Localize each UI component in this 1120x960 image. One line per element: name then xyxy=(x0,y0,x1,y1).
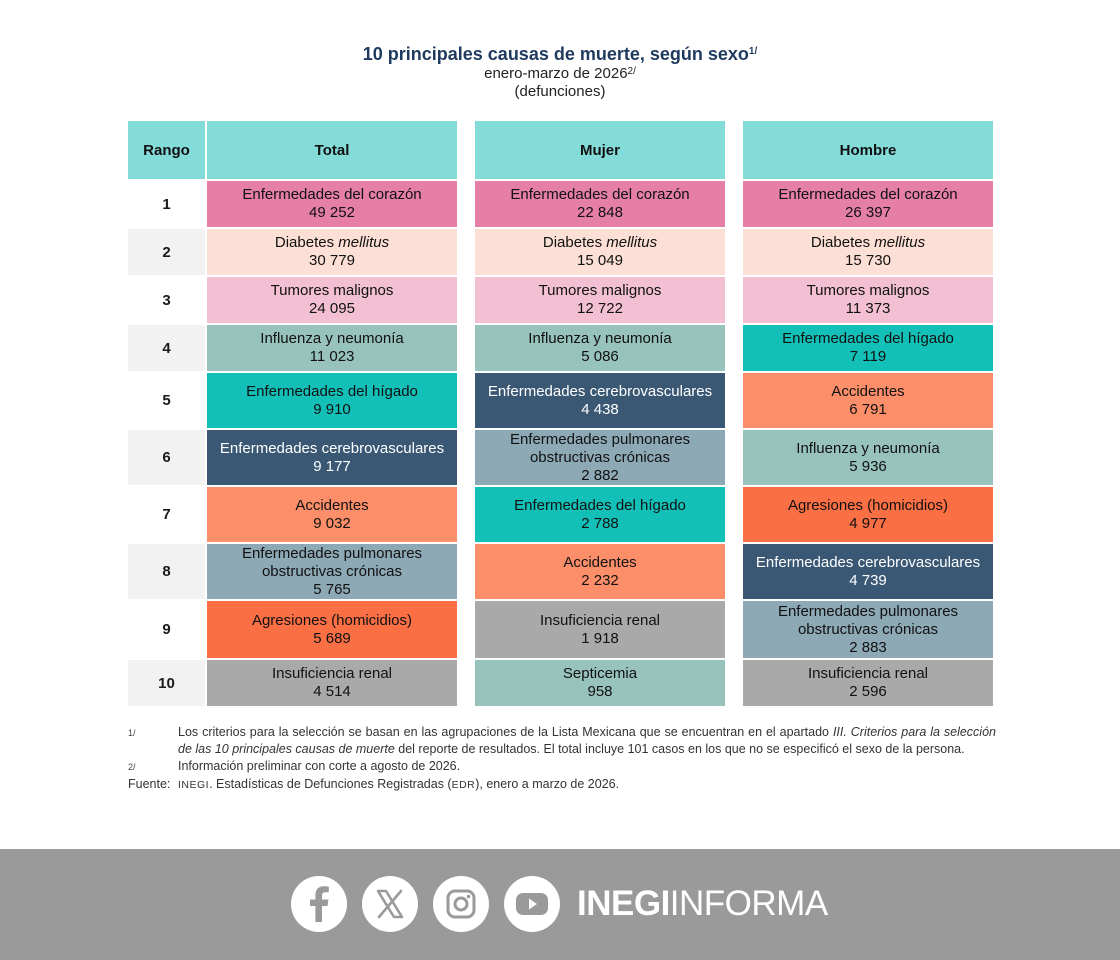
death-count: 11 373 xyxy=(845,300,891,317)
title-footnote-ref: 1/ xyxy=(748,46,758,57)
rank-cell: 1 xyxy=(128,179,205,227)
cause-name: Influenza y neumonía xyxy=(796,439,940,457)
death-count: 5 086 xyxy=(581,348,619,365)
mujer-cause-cell xyxy=(475,428,725,485)
hombre-cause-cell xyxy=(743,323,993,371)
instagram-icon[interactable] xyxy=(433,876,489,932)
death-count: 49 252 xyxy=(309,204,355,221)
x-icon[interactable] xyxy=(362,876,418,932)
mujer-cause-cell xyxy=(475,179,725,227)
death-count: 11 023 xyxy=(309,348,355,365)
cause-name: Tumores malignos xyxy=(806,282,930,299)
cause-name: Insuficiencia renal xyxy=(807,665,929,682)
footnote-1-text: Los criterios para la selección se basan en las agrupaciones de la Lista Mexicana que se encuentran en el apartado III. Criterios para la selección de las 10 principales causas de muerte del reporte de resultados. El total incluye 101 casos en los que no se especificó el sexo de la persona. xyxy=(178,725,996,756)
cause-name: Tumores malignos xyxy=(270,282,394,299)
death-count: 2 882 xyxy=(581,466,619,484)
death-count: 15 049 xyxy=(577,252,623,269)
death-count: 9 910 xyxy=(313,400,351,418)
footnote-2-mark: 2/ xyxy=(128,762,136,772)
death-count: 2 596 xyxy=(849,683,887,700)
footnotes xyxy=(128,724,996,794)
units-label: (defunciones) xyxy=(514,83,606,100)
death-count: 7 119 xyxy=(849,348,887,365)
death-count: 22 848 xyxy=(577,204,623,221)
death-count: 4 977 xyxy=(849,514,887,532)
mujer-cause-cell xyxy=(475,227,725,275)
mujer-cause-cell xyxy=(475,485,725,542)
total-cause-cell xyxy=(207,658,457,706)
death-count: 2 788 xyxy=(581,514,619,532)
rank-cell: 9 xyxy=(128,599,205,658)
hombre-cause-cell xyxy=(743,179,993,227)
hombre-cause-cell xyxy=(743,275,993,323)
rank-header: Rango xyxy=(128,121,205,179)
total-cause-cell xyxy=(207,599,457,658)
footer-band xyxy=(0,849,1120,960)
rank-cell: 2 xyxy=(128,227,205,275)
cause-name: Diabetes mellitus xyxy=(274,234,390,251)
mujer-cause-cell xyxy=(475,275,725,323)
page-subtitle: enero-marzo de $2026^{2/}$ xyxy=(484,65,636,82)
hombre-cause-cell xyxy=(743,542,993,599)
death-count: 15 730 xyxy=(845,252,891,269)
rank-cell: 7 xyxy=(128,485,205,542)
source-line xyxy=(128,776,996,794)
hombre-cause-cell xyxy=(743,227,993,275)
mujer-header: Mujer xyxy=(475,121,725,179)
mujer-column xyxy=(475,121,725,706)
cause-name: Enfermedades cerebrovasculares xyxy=(219,439,445,457)
cause-name: Enfermedades pulmonares obstructivas crónicas xyxy=(777,602,959,638)
rank-cell: 5 xyxy=(128,371,205,428)
death-count: 9 177 xyxy=(313,457,351,475)
death-count: 2 883 xyxy=(849,638,887,656)
mujer-cause-cell xyxy=(475,371,725,428)
source-text: INEGI. Estadísticas de Defunciones Registradas (EDR), enero a marzo de 2026. xyxy=(178,777,620,791)
page-title: 10 principales causas de muerte, según sexo$^{1/}$ xyxy=(362,44,758,64)
mujer-cause-cell xyxy=(475,599,725,658)
cause-name: Enfermedades cerebrovasculares xyxy=(755,553,981,571)
death-count: 26 397 xyxy=(845,204,891,221)
hombre-cause-cell xyxy=(743,658,993,706)
total-cause-cell xyxy=(207,542,457,599)
hombre-cause-cell xyxy=(743,599,993,658)
cause-name: Insuficiencia renal xyxy=(271,665,393,682)
footnote-1-mark: 1/ xyxy=(128,728,136,738)
subtitle-footnote-ref: 2/ xyxy=(627,66,636,77)
death-count: 4 438 xyxy=(581,400,619,418)
cause-name: Diabetes mellitus xyxy=(810,234,926,251)
death-count: 12 722 xyxy=(577,300,623,317)
hombre-column xyxy=(743,121,993,706)
hombre-cause-cell xyxy=(743,428,993,485)
footnote-2-text: Información preliminar con corte a agosto de 2026. xyxy=(178,759,461,773)
cause-name: Septicemia xyxy=(562,665,638,682)
cause-name: Enfermedades del corazón xyxy=(778,186,958,203)
rank-cell: 3 xyxy=(128,275,205,323)
cause-name: Accidentes xyxy=(295,496,369,514)
cause-name: Tumores malignos xyxy=(538,282,662,299)
mujer-cause-cell xyxy=(475,542,725,599)
total-cause-cell xyxy=(207,485,457,542)
cause-name: Enfermedades del hígado xyxy=(246,382,418,400)
cause-name: Enfermedades del hígado xyxy=(514,496,686,514)
hombre-cause-cell xyxy=(743,485,993,542)
rank-cell: 10 xyxy=(128,658,205,706)
death-count: 5 936 xyxy=(849,457,887,475)
cause-name: Accidentes xyxy=(563,553,637,571)
title-block xyxy=(0,43,1120,101)
cause-name: Agresiones (homicidios) xyxy=(251,611,413,629)
death-count: 4 739 xyxy=(849,571,887,589)
cause-name: Enfermedades del corazón xyxy=(242,186,422,203)
cause-name: Influenza y neumonía xyxy=(528,330,672,347)
total-header: Total xyxy=(207,121,457,179)
death-count: 24 095 xyxy=(309,300,355,317)
hombre-header: Hombre xyxy=(743,121,993,179)
cause-name: Accidentes xyxy=(831,382,905,400)
total-cause-cell xyxy=(207,227,457,275)
total-column xyxy=(207,121,457,706)
rank-cell: 8 xyxy=(128,542,205,599)
hombre-cause-cell xyxy=(743,371,993,428)
brand-logo: INEGIINFORMA xyxy=(577,884,828,923)
total-cause-cell xyxy=(207,179,457,227)
source-label: Fuente: xyxy=(128,777,171,791)
total-cause-cell xyxy=(207,371,457,428)
mujer-cause-cell xyxy=(475,323,725,371)
death-count: 6 791 xyxy=(849,400,887,418)
death-count: 1 918 xyxy=(581,629,619,647)
death-count: 2 232 xyxy=(581,571,619,589)
total-cause-cell xyxy=(207,275,457,323)
footnote-1 xyxy=(128,724,996,758)
cause-name: Influenza y neumonía xyxy=(260,330,404,347)
cause-name: Insuficiencia renal xyxy=(539,611,661,629)
death-count: 30 779 xyxy=(309,252,355,269)
death-count: 958 xyxy=(587,683,613,700)
cause-name: Enfermedades pulmonares obstructivas crónicas xyxy=(241,544,423,580)
cause-name: Enfermedades del corazón xyxy=(510,186,690,203)
cause-name: Enfermedades pulmonares obstructivas crónicas xyxy=(509,430,691,466)
total-cause-cell xyxy=(207,428,457,485)
facebook-icon[interactable] xyxy=(291,876,347,932)
mujer-cause-cell xyxy=(475,658,725,706)
death-count: 5 765 xyxy=(313,580,351,598)
rank-cell: 4 xyxy=(128,323,205,371)
cause-name: Diabetes mellitus xyxy=(542,234,658,251)
rank-cell: 6 xyxy=(128,428,205,485)
youtube-icon[interactable] xyxy=(504,876,560,932)
total-cause-cell xyxy=(207,323,457,371)
cause-name: Enfermedades del hígado xyxy=(782,330,954,347)
cause-name: Enfermedades cerebrovasculares xyxy=(487,382,713,400)
rank-column xyxy=(128,121,205,706)
death-count: 4 514 xyxy=(313,683,351,700)
footnote-2 xyxy=(128,758,996,776)
death-count: 5 689 xyxy=(313,629,351,647)
cause-name: Agresiones (homicidios) xyxy=(787,496,949,514)
death-count: 9 032 xyxy=(313,514,351,532)
